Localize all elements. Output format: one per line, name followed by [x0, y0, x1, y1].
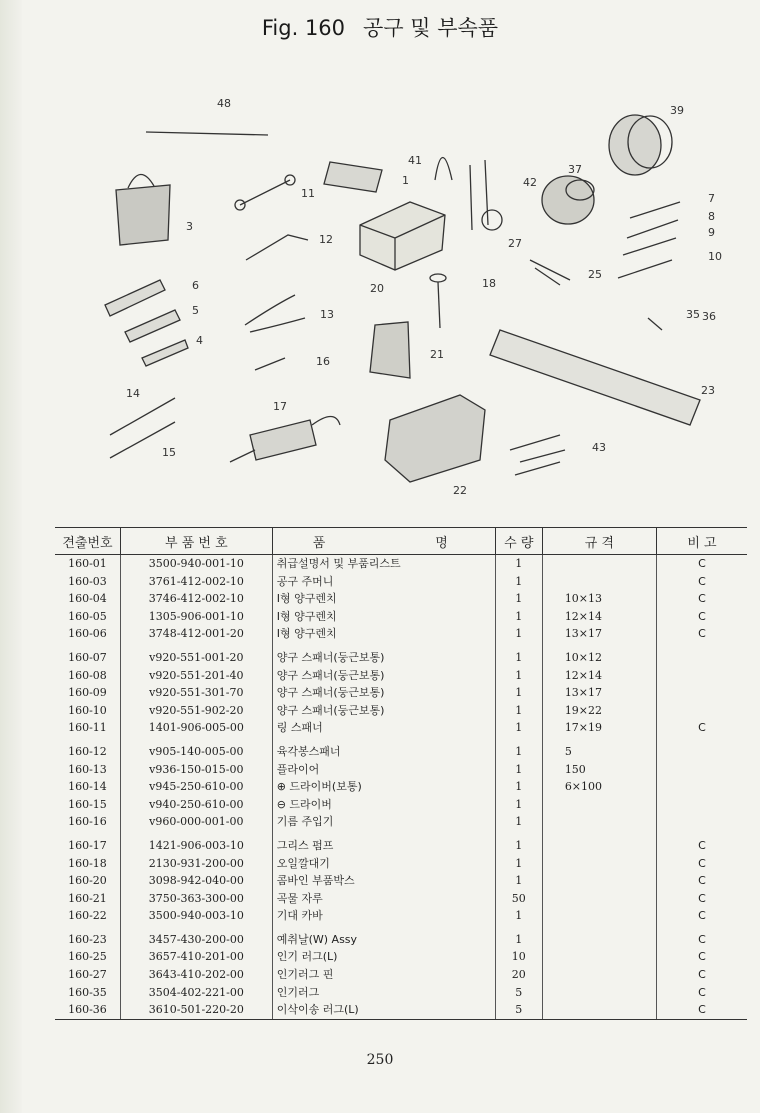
cell-spec: 150: [542, 761, 656, 779]
cell-qty: 50: [495, 890, 542, 908]
cell-spec: [542, 984, 656, 1002]
cell-part-number: 3500-940-003-10: [120, 907, 272, 925]
cell-part-number: 3504-402-221-00: [120, 984, 272, 1002]
table-row: [55, 907, 747, 925]
cell-spec: [542, 1001, 656, 1019]
header-spec: 규 격: [542, 528, 656, 555]
cell-ref: 160-14: [68, 780, 107, 794]
callout-label: 8: [708, 210, 715, 223]
table-row: [55, 831, 747, 855]
cell-part-number: 3761-412-002-10: [120, 573, 272, 591]
item-48-tape: [146, 132, 268, 135]
item-11-ring-spanner: [240, 180, 290, 205]
cell-spec: [542, 573, 656, 591]
cell-qty: 1: [495, 796, 542, 814]
cell-spec: [542, 966, 656, 984]
cell-qty: 1: [495, 778, 542, 796]
cell-name: 예취날(W) Assy: [272, 925, 495, 949]
table-row: [55, 761, 747, 779]
cell-note: [656, 684, 747, 702]
callout-label: 9: [708, 226, 715, 239]
callout-label: 12: [319, 233, 333, 246]
callout-label: 42: [523, 176, 537, 189]
cell-name: ⊕ 드라이버(보통): [272, 778, 495, 796]
cell-qty: 1: [495, 625, 542, 643]
cell-name: Ⅰ형 양구렌치: [272, 625, 495, 643]
cell-part-number: v920-551-301-70: [120, 684, 272, 702]
cell-note: C: [656, 590, 747, 608]
cell-ref: 160-21: [68, 891, 107, 905]
table-row: [55, 719, 747, 737]
cell-name: 양구 스패너(둥근보통): [272, 702, 495, 720]
item-39-belts: [609, 115, 672, 175]
header-name-part-1: 품: [312, 535, 326, 551]
cell-name: 오일깔대기: [272, 855, 495, 873]
table-row: [55, 1001, 747, 1019]
callout-label: 3: [186, 220, 193, 233]
cell-qty: 20: [495, 966, 542, 984]
cell-ref: 160-18: [68, 856, 107, 870]
table-row: [55, 966, 747, 984]
figure-number: Fig. 160: [261, 16, 346, 40]
cell-qty: 1: [495, 855, 542, 873]
item-13-pliers: [245, 295, 305, 332]
cell-qty: 1: [495, 907, 542, 925]
item-20-parts-box: [360, 202, 445, 270]
callout-label: 5: [192, 304, 199, 317]
cell-qty: 1: [495, 872, 542, 890]
cell-qty: 1: [495, 555, 542, 573]
cell-qty: 1: [495, 643, 542, 667]
cell-qty: 1: [495, 573, 542, 591]
callout-label: 21: [430, 348, 444, 361]
cell-name: Ⅰ형 양구렌치: [272, 590, 495, 608]
cell-note: [656, 667, 747, 685]
cell-part-number: v920-551-902-20: [120, 702, 272, 720]
table-row: [55, 590, 747, 608]
header-part-number: 부 품 번 호: [120, 528, 272, 555]
cell-ref: 160-06: [68, 627, 107, 641]
cell-qty: 10: [495, 948, 542, 966]
cell-part-number: 3457-430-200-00: [120, 925, 272, 949]
cell-note: C: [656, 831, 747, 855]
cell-note: C: [656, 719, 747, 737]
cell-name: 양구 스패너(둥근보통): [272, 643, 495, 667]
cell-spec: 6×100: [542, 778, 656, 796]
table-row: [55, 813, 747, 831]
cell-name: Ⅰ형 양구렌치: [272, 608, 495, 626]
cell-name: 공구 주머니: [272, 573, 495, 591]
page-edge: [0, 0, 22, 1113]
item-3-tool-bag: [116, 174, 170, 245]
cell-name: 양구 스패너(둥근보통): [272, 667, 495, 685]
callout-label: 35: [686, 308, 700, 321]
cell-part-number: v920-551-001-20: [120, 643, 272, 667]
cell-ref: 160-11: [68, 721, 107, 735]
callout-label: 22: [453, 484, 467, 497]
cell-spec: 5: [542, 737, 656, 761]
item-18-funnel: [430, 274, 446, 328]
callout-label: 6: [192, 279, 199, 292]
table-row: [55, 925, 747, 949]
cell-ref: 160-15: [68, 797, 107, 811]
cell-note: [656, 643, 747, 667]
cell-name: 플라이어: [272, 761, 495, 779]
cell-part-number: v945-250-610-00: [120, 778, 272, 796]
cell-ref: 160-10: [68, 703, 107, 717]
cell-note: [656, 702, 747, 720]
cell-ref: 160-08: [68, 668, 107, 682]
cell-ref: 160-20: [68, 874, 107, 888]
figure-name: 공구 및 부속품: [363, 16, 499, 40]
item-35-36-lugs: [648, 318, 662, 330]
callout-label: 36: [702, 310, 716, 323]
cell-part-number: 3657-410-201-00: [120, 948, 272, 966]
item-23-cutter-blade: [490, 330, 700, 425]
cell-spec: [542, 796, 656, 814]
callout-label: 1: [402, 174, 409, 187]
cell-part-number: 3750-363-300-00: [120, 890, 272, 908]
cell-name: 기대 카바: [272, 907, 495, 925]
callout-label: 37: [568, 163, 582, 176]
cell-note: C: [656, 1001, 747, 1019]
cell-spec: [542, 925, 656, 949]
cell-name: 취급설명서 및 부품리스트: [272, 555, 495, 573]
cell-name: 콤바인 부품박스: [272, 872, 495, 890]
cell-note: [656, 778, 747, 796]
cell-note: [656, 813, 747, 831]
cell-ref: 160-03: [68, 574, 107, 588]
table-row: [55, 702, 747, 720]
cell-qty: 1: [495, 590, 542, 608]
cell-part-number: 3746-412-002-10: [120, 590, 272, 608]
callout-label: 41: [408, 154, 422, 167]
table-row: [55, 667, 747, 685]
item-17-grease-pump: [230, 417, 340, 463]
cell-qty: 1: [495, 702, 542, 720]
cell-qty: 1: [495, 737, 542, 761]
callout-label: 10: [708, 250, 722, 263]
callout-label: 14: [126, 387, 140, 400]
cell-ref: 160-35: [68, 985, 107, 999]
table-row: [55, 872, 747, 890]
parts-illustration: [90, 90, 722, 500]
cell-spec: 13×17: [542, 625, 656, 643]
cell-note: C: [656, 890, 747, 908]
cell-ref: 160-22: [68, 909, 107, 923]
item-42-bracket: [470, 160, 502, 230]
callout-label: 15: [162, 446, 176, 459]
callout-label: 13: [320, 308, 334, 321]
item-43-lugs: [510, 435, 565, 475]
header-note: 비 고: [656, 528, 747, 555]
cell-spec: [542, 948, 656, 966]
table-row: [55, 643, 747, 667]
cell-note: C: [656, 855, 747, 873]
cell-spec: [542, 831, 656, 855]
callout-label: 43: [592, 441, 606, 454]
callout-label: 27: [508, 237, 522, 250]
cell-part-number: 3748-412-001-20: [120, 625, 272, 643]
cell-qty: 1: [495, 761, 542, 779]
cell-spec: 19×22: [542, 702, 656, 720]
cell-part-number: 2130-931-200-00: [120, 855, 272, 873]
cell-part-number: v936-150-015-00: [120, 761, 272, 779]
callout-label: 23: [701, 384, 715, 397]
cell-name: 육각봉스패너: [272, 737, 495, 761]
cell-spec: 17×19: [542, 719, 656, 737]
table-row: [55, 855, 747, 873]
callout-label: 48: [217, 97, 231, 110]
cell-part-number: 3098-942-040-00: [120, 872, 272, 890]
item-12-hex-key: [246, 235, 308, 260]
callout-label: 16: [316, 355, 330, 368]
cell-spec: 10×12: [542, 643, 656, 667]
cell-name: ⊖ 드라이버: [272, 796, 495, 814]
cell-part-number: 1421-906-003-10: [120, 831, 272, 855]
cell-spec: 12×14: [542, 667, 656, 685]
callout-label: 20: [370, 282, 384, 295]
item-21-grain-sack: [370, 322, 410, 378]
cell-note: C: [656, 573, 747, 591]
cell-name: 인기 러그(L): [272, 948, 495, 966]
item-41-clip: [435, 158, 452, 181]
cell-note: [656, 796, 747, 814]
cell-qty: 1: [495, 925, 542, 949]
cell-ref: 160-36: [55, 1001, 120, 1019]
item-1-manual: [324, 162, 382, 192]
cell-ref: 160-27: [68, 968, 107, 982]
item-25-lug: [530, 260, 570, 285]
item-7-10-spanners: [618, 202, 680, 278]
cell-ref: 160-13: [68, 762, 107, 776]
cell-note: C: [656, 907, 747, 925]
cell-note: C: [656, 555, 747, 573]
cell-spec: 12×14: [542, 608, 656, 626]
cell-qty: 1: [495, 719, 542, 737]
item-4-6-box-wrenches: [105, 280, 188, 366]
table-row: [55, 890, 747, 908]
cell-qty: 1: [495, 684, 542, 702]
cell-spec: [542, 855, 656, 873]
cell-name: 이삭이송 러그(L): [272, 1001, 495, 1019]
cell-qty: 1: [495, 831, 542, 855]
table-row: [55, 778, 747, 796]
cell-spec: [542, 907, 656, 925]
cell-spec: 13×17: [542, 684, 656, 702]
cell-ref: 160-07: [68, 650, 107, 664]
table-header-row: [55, 528, 747, 555]
cell-ref: 160-05: [68, 609, 107, 623]
cell-ref: 160-12: [68, 744, 107, 758]
cell-spec: [542, 555, 656, 573]
page-number: 250: [366, 1052, 394, 1068]
cell-part-number: 1401-906-005-00: [120, 719, 272, 737]
cell-ref: 160-16: [68, 815, 107, 829]
item-22-cover: [385, 395, 485, 482]
table-row: [55, 608, 747, 626]
cell-spec: [542, 813, 656, 831]
callout-label: 39: [670, 104, 684, 117]
cell-name: 곡물 자루: [272, 890, 495, 908]
cell-part-number: 1305-906-001-10: [120, 608, 272, 626]
item-37-filter: [542, 176, 594, 224]
cell-ref: 160-17: [68, 838, 107, 852]
callout-label: 17: [273, 400, 287, 413]
cell-part-number: v940-250-610-00: [120, 796, 272, 814]
table-row: [55, 684, 747, 702]
item-16-oiler: [255, 358, 285, 370]
cell-ref: 160-01: [68, 557, 107, 570]
table-row: [55, 573, 747, 591]
cell-ref: 160-25: [68, 950, 107, 964]
cell-qty: 5: [495, 984, 542, 1002]
table-row: [55, 625, 747, 643]
cell-part-number: 3643-410-202-00: [120, 966, 272, 984]
callout-label: 18: [482, 277, 496, 290]
cell-part-number: v920-551-201-40: [120, 667, 272, 685]
table-row: [55, 737, 747, 761]
page-title: [0, 12, 760, 42]
cell-ref: 160-04: [68, 592, 107, 606]
header-name: [272, 528, 495, 555]
cell-part-number: 3610-501-220-20: [120, 1001, 272, 1019]
callout-label: 11: [301, 187, 315, 200]
cell-ref: 160-23: [68, 932, 107, 946]
cell-spec: 10×13: [542, 590, 656, 608]
cell-note: C: [656, 625, 747, 643]
cell-note: C: [656, 984, 747, 1002]
cell-qty: 5: [495, 1001, 542, 1019]
header-name-part-2: 명: [435, 535, 448, 551]
table-row: [55, 555, 747, 573]
table-row: [55, 796, 747, 814]
cell-note: C: [656, 872, 747, 890]
callout-label: 4: [196, 334, 203, 347]
cell-spec: [542, 890, 656, 908]
cell-ref: 160-09: [68, 686, 107, 700]
header-qty: 수 량: [495, 528, 542, 555]
cell-note: C: [656, 608, 747, 626]
cell-note: C: [656, 966, 747, 984]
callout-label: 25: [588, 268, 602, 281]
cell-part-number: v905-140-005-00: [120, 737, 272, 761]
table-row: [55, 984, 747, 1002]
cell-qty: 1: [495, 608, 542, 626]
cell-part-number: v960-000-001-00: [120, 813, 272, 831]
cell-name: 양구 스패너(둥근보통): [272, 684, 495, 702]
cell-qty: 1: [495, 813, 542, 831]
cell-spec: [542, 872, 656, 890]
cell-name: 인기러그: [272, 984, 495, 1002]
table-row: [55, 948, 747, 966]
cell-name: 링 스패너: [272, 719, 495, 737]
parts-table: [55, 527, 747, 1020]
header-ref: 견출번호: [55, 528, 120, 555]
cell-note: [656, 737, 747, 761]
cell-part-number: 3500-940-001-10: [120, 555, 272, 573]
cell-qty: 1: [495, 667, 542, 685]
cell-name: 인기러그 핀: [272, 966, 495, 984]
cell-name: 그리스 펌프: [272, 831, 495, 855]
cell-note: C: [656, 948, 747, 966]
cell-name: 기름 주입기: [272, 813, 495, 831]
cell-note: C: [656, 925, 747, 949]
callout-label: 7: [708, 192, 715, 205]
cell-note: [656, 761, 747, 779]
